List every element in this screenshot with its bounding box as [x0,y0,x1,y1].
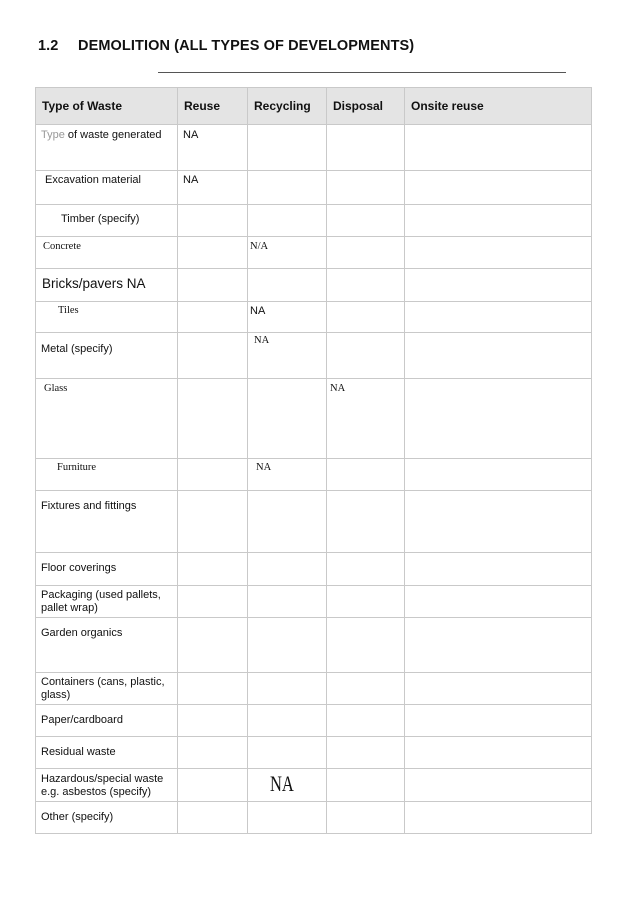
disposal-cell [327,237,405,269]
table-row [36,237,592,269]
type-label: Furniture [57,462,97,473]
onsite-cell [405,269,592,302]
reuse-cell [178,171,248,205]
type-cell [36,769,178,802]
recycling-cell [248,737,327,769]
recycling-cell [248,802,327,834]
type-cell [36,269,178,302]
type-cell [36,491,178,553]
type-cell [36,705,178,737]
type-label: Containers (cans, plastic, glass) [41,676,165,701]
recycling-value: NA [254,335,270,346]
reuse-cell [178,586,248,618]
type-cell [36,737,178,769]
table-row [36,205,592,237]
recycling-cell [248,491,327,553]
disposal-cell [327,333,405,379]
recycling-cell [248,333,327,379]
disposal-value: NA [330,383,346,394]
header-type-of-waste: Type of Waste [36,88,178,125]
section-title: DEMOLITION (ALL TYPES OF DEVELOPMENTS) [78,38,415,54]
recycling-cell [248,673,327,705]
table-row [36,618,592,673]
type-cell [36,586,178,618]
table-row [36,302,592,333]
onsite-cell [405,379,592,459]
recycling-value: NA [270,771,294,796]
header-disposal: Disposal [327,88,405,125]
type-label: Glass [44,383,68,394]
reuse-cell [178,802,248,834]
type-cell [36,802,178,834]
reuse-cell [178,737,248,769]
reuse-cell [178,205,248,237]
onsite-cell [405,459,592,491]
type-label: Bricks/pavers NA [42,276,146,291]
disposal-cell [327,586,405,618]
recycling-value: N/A [250,241,269,252]
onsite-cell [405,802,592,834]
type-cell [36,553,178,586]
table-row [36,269,592,302]
recycling-cell [248,269,327,302]
recycling-cell [248,705,327,737]
type-label: Timber (specify) [61,213,140,225]
header-reuse: Reuse [178,88,248,125]
type-prefix: Type [41,129,65,141]
disposal-cell [327,269,405,302]
reuse-cell [178,459,248,491]
reuse-value: NA [183,129,199,141]
disposal-cell [327,737,405,769]
table-row [36,333,592,379]
onsite-cell [405,237,592,269]
reuse-cell [178,125,248,171]
table-row [36,769,592,802]
reuse-value: NA [183,174,199,186]
table-row [36,737,592,769]
type-label: Concrete [43,241,81,252]
onsite-cell [405,769,592,802]
type-cell [36,171,178,205]
reuse-cell [178,705,248,737]
type-label: Packaging (used pallets, pallet wrap) [41,589,161,614]
header-onsite-reuse: Onsite reuse [405,88,592,125]
type-label: Garden organics [41,627,123,639]
section-heading [38,38,414,54]
type-label: Fixtures and fittings [41,500,137,512]
onsite-cell [405,333,592,379]
type-cell [36,673,178,705]
header-row [36,88,592,125]
table-row [36,705,592,737]
type-cell [36,205,178,237]
heading-rule [158,72,566,73]
onsite-cell [405,302,592,333]
recycling-value: NA [256,462,272,473]
recycling-cell [248,379,327,459]
type-cell [36,302,178,333]
disposal-cell [327,802,405,834]
table-row [36,459,592,491]
table-row [36,802,592,834]
onsite-cell [405,737,592,769]
disposal-cell [327,459,405,491]
reuse-cell [178,302,248,333]
table-row [36,553,592,586]
type-label: Tiles [58,305,79,316]
type-label: Floor coverings [41,562,117,574]
table-row [36,491,592,553]
type-label: Metal (specify) [41,343,113,355]
recycling-value-wrap [248,769,326,797]
reuse-cell [178,491,248,553]
disposal-cell [327,171,405,205]
header-recycling: Recycling [248,88,327,125]
disposal-cell [327,705,405,737]
disposal-cell [327,125,405,171]
section-number: 1.2 [38,38,59,54]
type-cell [36,459,178,491]
type-cell [36,125,178,171]
onsite-cell [405,673,592,705]
recycling-cell [248,618,327,673]
type-cell [36,379,178,459]
reuse-cell [178,379,248,459]
recycling-cell [248,769,327,802]
onsite-cell [405,125,592,171]
type-label: Hazardous/special waste e.g. asbestos (specify) [41,773,164,798]
type-cell [36,618,178,673]
disposal-cell [327,769,405,802]
table-row [36,125,592,171]
disposal-cell [327,302,405,333]
disposal-cell [327,379,405,459]
reuse-cell [178,673,248,705]
onsite-cell [405,586,592,618]
table-row [36,673,592,705]
onsite-cell [405,553,592,586]
reuse-cell [178,237,248,269]
type-label: of waste generated [64,129,162,141]
recycling-cell [248,302,327,333]
onsite-cell [405,618,592,673]
table-row [36,586,592,618]
type-label: Excavation material [45,174,141,186]
waste-table [35,87,592,834]
recycling-cell [248,171,327,205]
disposal-cell [327,491,405,553]
recycling-value: NA [250,305,266,317]
onsite-cell [405,491,592,553]
disposal-cell [327,553,405,586]
reuse-cell [178,269,248,302]
disposal-cell [327,205,405,237]
reuse-cell [178,618,248,673]
disposal-cell [327,673,405,705]
recycling-cell [248,553,327,586]
table-row [36,171,592,205]
reuse-cell [178,333,248,379]
reuse-cell [178,769,248,802]
onsite-cell [405,705,592,737]
recycling-cell [248,586,327,618]
table-row [36,379,592,459]
reuse-cell [178,553,248,586]
type-label: Residual waste [41,746,116,758]
recycling-cell [248,459,327,491]
disposal-cell [327,618,405,673]
type-cell [36,333,178,379]
onsite-cell [405,171,592,205]
type-label: Other (specify) [41,811,114,823]
type-cell [36,237,178,269]
recycling-cell [248,205,327,237]
recycling-cell [248,125,327,171]
recycling-cell [248,237,327,269]
type-label: Paper/cardboard [41,714,123,726]
onsite-cell [405,205,592,237]
